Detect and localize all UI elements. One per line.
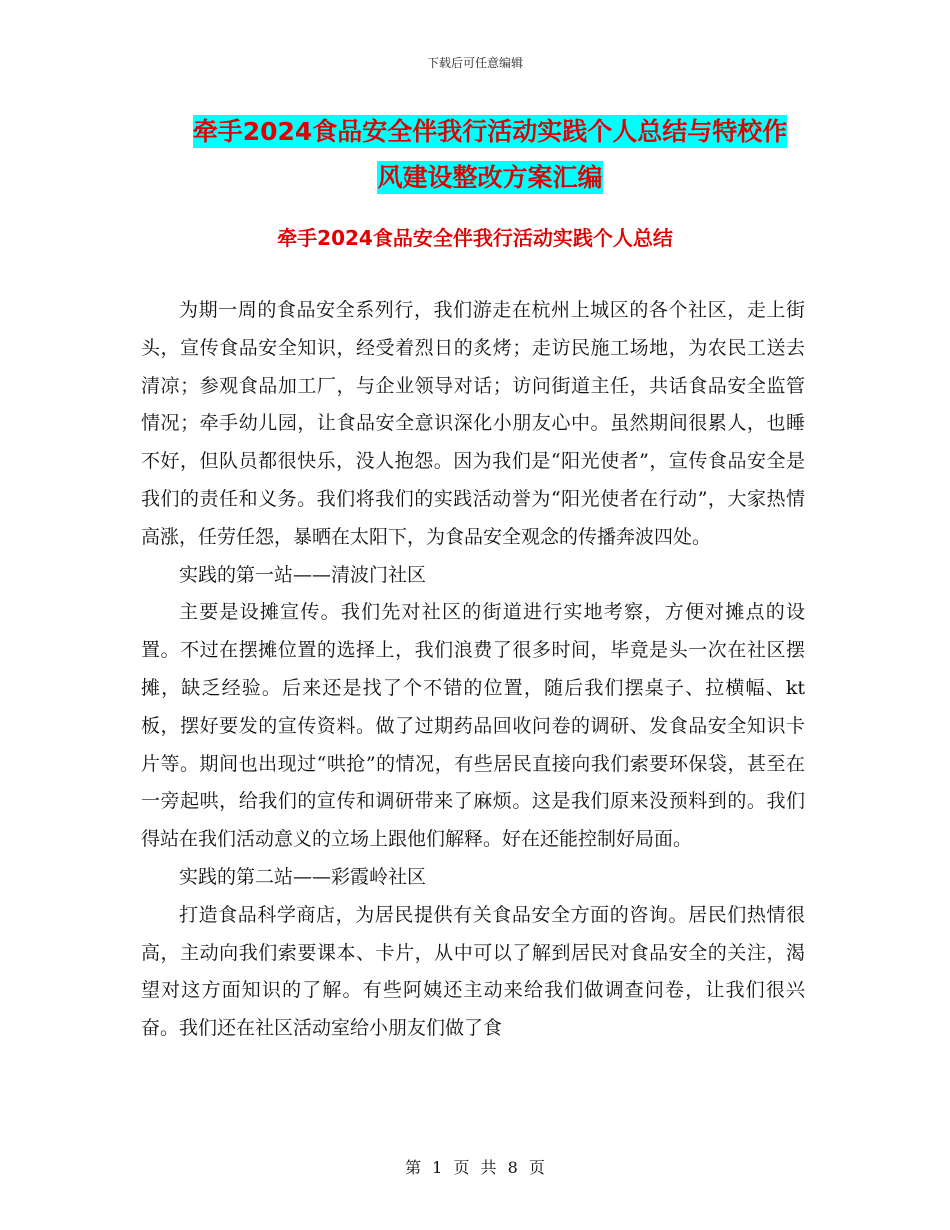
header-note: 下载后可任意编辑 — [426, 56, 523, 70]
document-title-line-1 — [140, 112, 840, 148]
paragraph-stop-1-heading: 实践的第一站——清波门社区 — [179, 563, 427, 586]
section-title: 牵手2024食品安全伴我行活动实践个人总结 — [277, 226, 673, 250]
paragraph-stop-1: 主要是设摊宣传。我们先对社区的街道进行实地考察，方便对摊点的设置。不过在摆摊位置的选择上，我们浪费了很多时间，毕竟是头一次在社区摆摊，缺乏经验。后来还是找了个不错的位置，随后我们摆桌子、拉横幅、kt板，摆好要发的宣传资料。做了过期药品回收问卷的调研、发食品安全知识卡片等。期间也出现过“哄抢”的情况，有些居民直接向我们索要环保袋，甚至在一旁起哄，给我们的宣传和调研带来了麻烦。这是我们原来没预料到的。我们得站在我们活动意义的立场上跟他们解释。好在还能控制好局面。 — [141, 601, 805, 851]
document-title-text-1: 牵手2024食品安全伴我行活动实践个人总结与特校作 — [192, 117, 788, 146]
page-footer: 第 1 页 共 8 页 — [405, 1158, 545, 1177]
paragraph-stop-2-heading: 实践的第二站——彩霞岭社区 — [179, 865, 427, 888]
document-title-line-2 — [140, 158, 840, 194]
document-title-text-2: 风建设整改方案汇编 — [377, 163, 603, 192]
paragraph-intro: 为期一周的食品安全系列行，我们游走在杭州上城区的各个社区，走上街头，宣传食品安全知识，经受着烈日的炙烤；走访民施工场地，为农民工送去清凉；参观食品加工厂，与企业领导对话；访问街道主任，共话食品安全监管情况；牵手幼儿园，让食品安全意识深化小朋友心中。虽然期间很累人，也睡不好，但队员都很快乐，没人抱怨。因为我们是“阳光使者”，宣传食品安全是我们的责任和义务。我们将我们的实践活动誉为“阳光使者在行动”，大家热情高涨，任劳任怨，暴晒在太阳下，为食品安全观念的传播奔波四处。 — [141, 299, 805, 548]
document-body — [141, 292, 805, 1048]
paragraph-stop-2: 打造食品科学商店，为居民提供有关食品安全方面的咨询。居民们热情很高，主动向我们索要课本、卡片，从中可以了解到居民对食品安全的关注，渴望对这方面知识的了解。有些阿姨还主动来给我们做调查问卷，让我们很兴奋。我们还在社区活动室给小朋友们做了食 — [141, 903, 805, 1040]
